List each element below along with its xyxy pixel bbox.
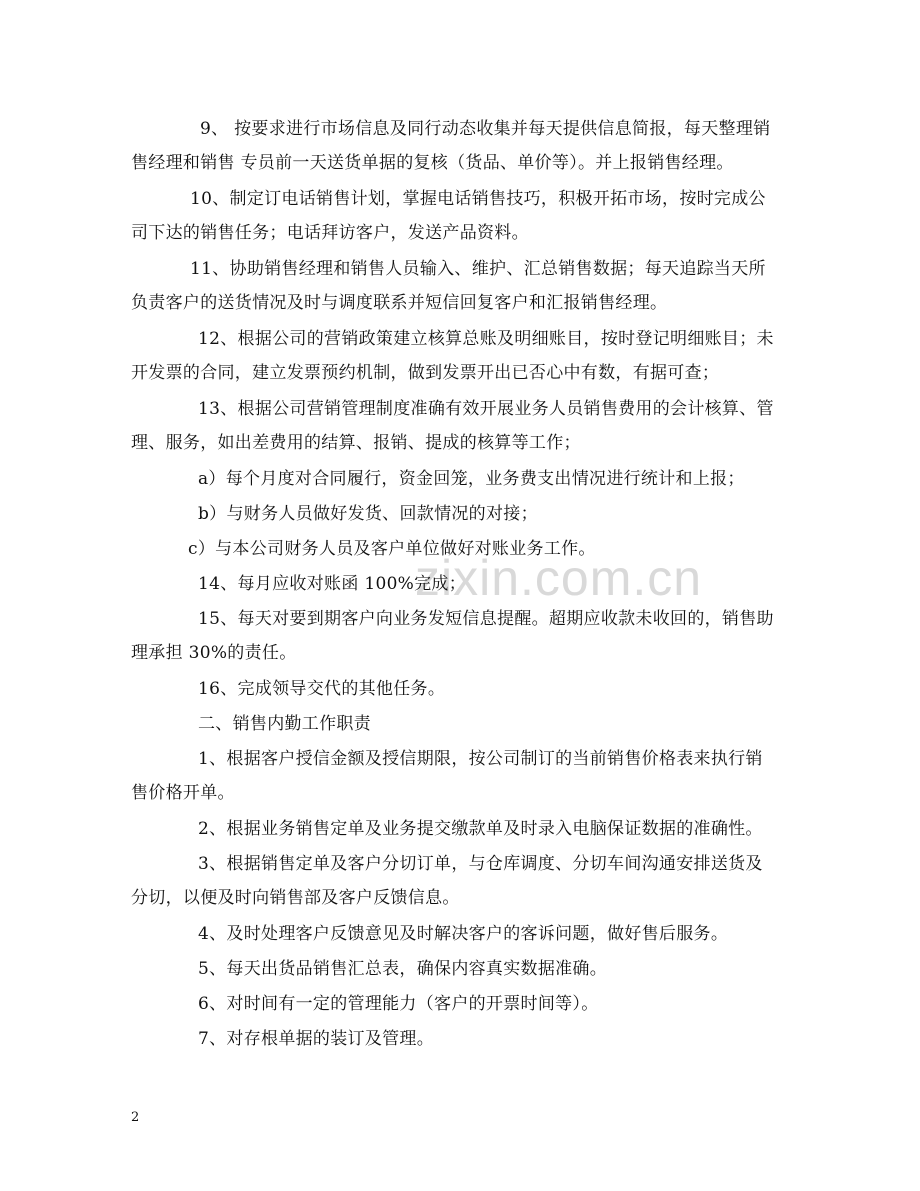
paragraph-14: 14、每月应收对账函 100%完成；: [198, 574, 467, 594]
paragraph-15-line-2: 理承担 30%的责任。: [131, 643, 297, 663]
paragraph-12-line-1: 12、根据公司的营销政策建立核算总账及明细账目，按时登记明细账目；未: [198, 329, 774, 349]
duty-6: 6、对时间有一定的管理能力（客户的开票时间等）。: [198, 994, 599, 1014]
paragraph-11-line-2: 负责客户的送货情况及时与调度联系并短信回复客户和汇报销售经理。: [131, 293, 668, 313]
paragraph-9-line-2: 售经理和销售 专员前一天送货单据的复核（货品、单价等）。并上报销售经理。: [131, 153, 734, 173]
paragraph-10-line-1: 10、制定订电话销售计划，掌握电话销售技巧，积极开拓市场，按时完成公: [190, 189, 766, 209]
duty-1-line-2: 售价格开单。: [131, 783, 235, 803]
paragraph-16: 16、完成领导交代的其他任务。: [198, 679, 446, 699]
paragraph-10-line-2: 司下达的销售任务；电话拜访客户，发送产品资料。: [131, 223, 529, 243]
duty-1-line-1: 1、根据客户授信金额及授信期限，按公司制订的当前销售价格表来执行销: [198, 749, 763, 769]
paragraph-9-line-1: 9、 按要求进行市场信息及同行动态收集并每天提供信息简报，每天整理销: [200, 119, 771, 139]
duty-3-line-2: 分切，以便及时向销售部及客户反馈信息。: [131, 888, 460, 908]
paragraph-11-line-1: 11、协助销售经理和销售人员输入、维护、汇总销售数据；每天追踪当天所: [190, 259, 766, 279]
paragraph-15-line-1: 15、每天对要到期客户向业务发短信息提醒。超期应收款未收回的，销售助: [198, 609, 774, 629]
watermark: zixin.com.cn: [415, 550, 703, 606]
paragraph-12-line-2: 开发票的合同，建立发票预约机制，做到发票开出已否心中有数，有据可查；: [131, 363, 720, 383]
section-heading-sales-support: 二、销售内勤工作职责: [198, 714, 371, 734]
list-item-c: c）与本公司财务人员及客户单位做好对账业务工作。: [188, 539, 596, 559]
duty-4: 4、及时处理客户反馈意见及时解决客户的客诉问题，做好售后服务。: [198, 924, 729, 944]
list-item-a: a）每个月度对合同履行，资金回笼，业务费支出情况进行统计和上报；: [198, 469, 745, 489]
duty-5: 5、每天出货品销售汇总表，确保内容真实数据准确。: [198, 959, 608, 979]
duty-7: 7、对存根单据的装订及管理。: [198, 1029, 435, 1049]
paragraph-13-line-1: 13、根据公司营销管理制度准确有效开展业务人员销售费用的会计核算、管: [198, 399, 774, 419]
paragraph-13-line-2: 理、服务，如出差费用的结算、报销、提成的核算等工作；: [131, 433, 581, 453]
duty-3-line-1: 3、根据销售定单及客户分切订单，与仓库调度、分切车间沟通安排送货及: [198, 854, 763, 874]
duty-2: 2、根据业务销售定单及业务提交缴款单及时录入电脑保证数据的准确性。: [198, 819, 763, 839]
page-number: 2: [131, 1110, 140, 1125]
list-item-b: b）与财务人员做好发货、回款情况的对接；: [198, 504, 538, 524]
